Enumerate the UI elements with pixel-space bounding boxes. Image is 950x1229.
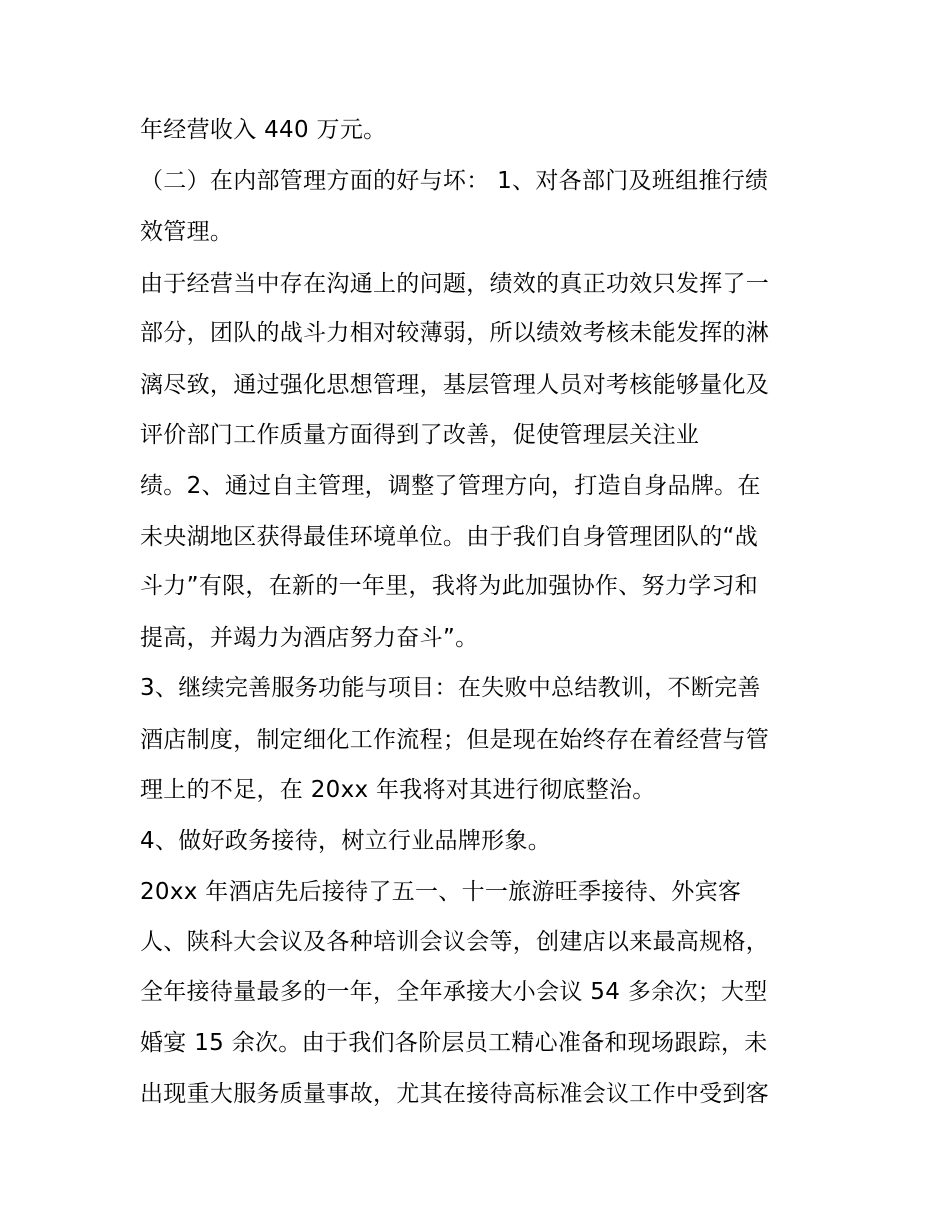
text-line: （二）在内部管理方面的好与坏： 1、对各部门及班组推行绩	[140, 168, 769, 194]
text-line: 年经营收入 440 万元。	[140, 117, 387, 143]
text-line: 提高，并竭力为酒店努力奋斗”。	[140, 625, 479, 651]
text-line: 全年接待量最多的一年，全年承接大小会议 54 多余次；大型	[140, 979, 768, 1005]
text-line: 4、做好政务接待，树立行业品牌形象。	[140, 828, 552, 854]
text-line: 20xx 年酒店先后接待了五一、十一旅游旺季接待、外宾客	[140, 879, 742, 905]
text-line: 理上的不足，在 20xx 年我将对其进行彻底整治。	[140, 777, 656, 803]
text-line: 由于经营当中存在沟通上的问题，绩效的真正功效只发挥了一	[140, 271, 770, 297]
text-line: 出现重大服务质量事故，尤其在接待高标准会议工作中受到客	[140, 1081, 770, 1107]
text-line: 婚宴 15 余次。由于我们各阶层员工精心准备和现场跟踪，未	[140, 1030, 768, 1056]
text-line: 效管理。	[140, 219, 234, 245]
text-line: 未央湖地区获得最佳环境单位。由于我们自身管理团队的“战	[140, 524, 759, 550]
text-line: 人、陕科大会议及各种培训会议会等，创建店以来最高规格，	[140, 929, 770, 955]
text-line: 绩。2、通过自主管理，调整了管理方向，打造自身品牌。在	[140, 473, 761, 499]
text-line: 3、继续完善服务功能与项目：在失败中总结教训，不断完善	[140, 675, 761, 701]
text-line: 评价部门工作质量方面得到了改善，促使管理层关注业	[140, 422, 700, 448]
text-line: 斗力”有限，在新的一年里，我将为此加强协作、努力学习和	[140, 573, 759, 599]
text-line: 漓尽致，通过强化思想管理，基层管理人员对考核能够量化及	[140, 372, 770, 398]
text-line: 部分，团队的战斗力相对较薄弱，所以绩效考核未能发挥的淋	[140, 320, 770, 346]
text-line: 酒店制度，制定细化工作流程；但是现在始终存在着经营与管	[140, 727, 770, 753]
